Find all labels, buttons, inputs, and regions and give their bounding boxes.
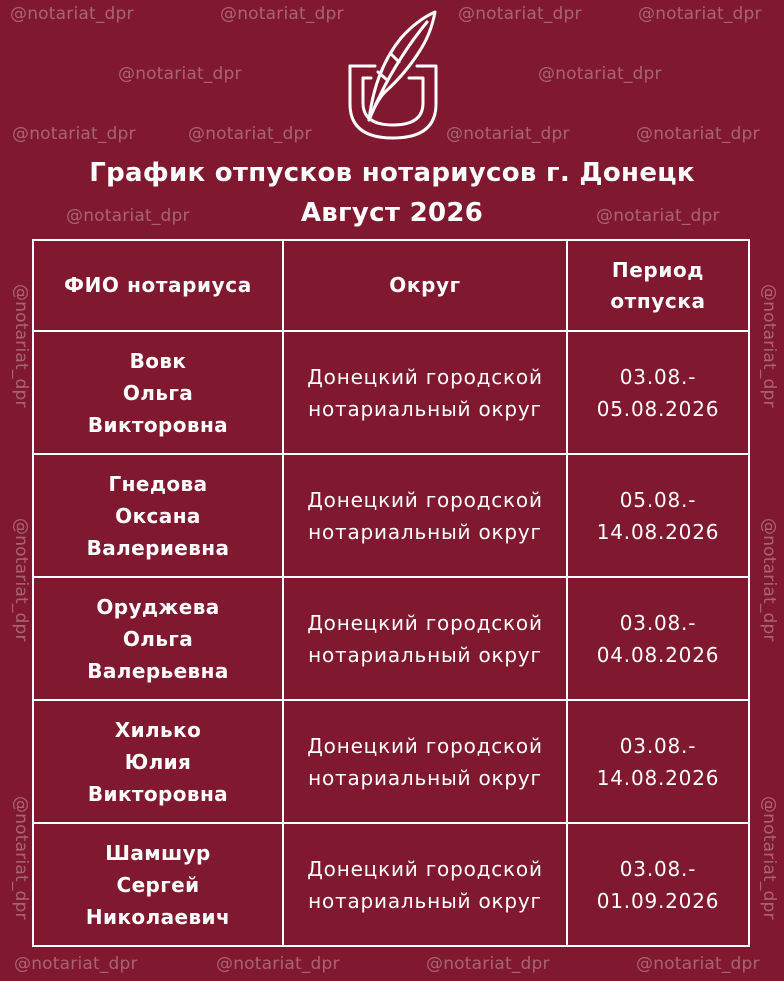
okrug-line: нотариальный округ	[308, 888, 542, 913]
surname: Оруджева	[96, 594, 220, 619]
period-cell	[567, 700, 749, 823]
watermark: @notariat_dpr	[458, 4, 582, 24]
notary-name-cell	[33, 700, 283, 823]
watermark: @notariat_dpr	[636, 124, 760, 144]
watermark: @notariat_dpr	[759, 284, 779, 408]
watermark: @notariat_dpr	[638, 4, 762, 24]
surname: Гнедова	[108, 471, 208, 496]
watermark: @notariat_dpr	[12, 124, 136, 144]
table-row	[33, 823, 749, 946]
first-name: Ольга	[122, 626, 194, 651]
watermark: @notariat_dpr	[446, 124, 570, 144]
period-to: 05.08.2026	[596, 396, 720, 421]
first-name: Оксана	[115, 503, 201, 528]
okrug-line: Донецкий городской	[307, 487, 543, 512]
okrug-cell	[283, 577, 567, 700]
watermark: @notariat_dpr	[188, 124, 312, 144]
watermark: @notariat_dpr	[759, 796, 779, 920]
table-header-row	[33, 240, 749, 331]
period-header-line: Период	[611, 257, 705, 282]
watermark: @notariat_dpr	[118, 64, 242, 84]
period-from: 03.08.-	[619, 610, 697, 635]
watermark: @notariat_dpr	[11, 284, 31, 408]
period-cell	[567, 823, 749, 946]
surname: Шамшур	[105, 840, 211, 865]
page-subtitle: Август 2026	[300, 198, 484, 228]
notary-name-cell	[33, 454, 283, 577]
table-row	[33, 577, 749, 700]
first-name: Ольга	[122, 380, 194, 405]
column-header-okrug: Округ	[283, 240, 567, 331]
watermark: @notariat_dpr	[636, 954, 760, 974]
watermark: @notariat_dpr	[11, 518, 31, 642]
okrug-cell	[283, 454, 567, 577]
watermark: @notariat_dpr	[596, 206, 720, 226]
notary-name-cell	[33, 823, 283, 946]
notary-name-cell	[33, 331, 283, 454]
patronymic: Николаевич	[85, 904, 231, 929]
period-cell	[567, 454, 749, 577]
table-row	[33, 454, 749, 577]
okrug-cell	[283, 823, 567, 946]
vacation-schedule-table	[32, 239, 750, 947]
patronymic: Викторовна	[87, 781, 229, 806]
column-header-period	[567, 240, 749, 331]
watermark: @notariat_dpr	[10, 4, 134, 24]
quill-pen-shield-icon	[345, 8, 441, 143]
okrug-cell	[283, 331, 567, 454]
table-row	[33, 700, 749, 823]
period-to: 04.08.2026	[596, 642, 720, 667]
page-title: График отпусков нотариусов г. Донецк	[89, 158, 695, 188]
period-from: 05.08.-	[619, 487, 697, 512]
period-header-line: отпуска	[610, 288, 706, 313]
notary-name-cell	[33, 577, 283, 700]
okrug-line: нотариальный округ	[308, 642, 542, 667]
first-name: Юлия	[124, 749, 192, 774]
patronymic: Валериевна	[86, 535, 230, 560]
watermark: @notariat_dpr	[220, 4, 344, 24]
column-header-name: ФИО нотариуса	[33, 240, 283, 331]
period-from: 03.08.-	[619, 364, 697, 389]
watermark: @notariat_dpr	[538, 64, 662, 84]
patronymic: Валерьевна	[87, 658, 229, 683]
period-from: 03.08.-	[619, 733, 697, 758]
okrug-line: Донецкий городской	[307, 733, 543, 758]
watermark: @notariat_dpr	[14, 954, 138, 974]
period-to: 14.08.2026	[596, 765, 720, 790]
okrug-line: нотариальный округ	[308, 519, 542, 544]
okrug-line: нотариальный округ	[308, 765, 542, 790]
watermark: @notariat_dpr	[11, 796, 31, 920]
okrug-line: Донецкий городской	[307, 364, 543, 389]
watermark: @notariat_dpr	[426, 954, 550, 974]
first-name: Сергей	[116, 872, 200, 897]
surname: Хилько	[114, 717, 202, 742]
watermark: @notariat_dpr	[759, 518, 779, 642]
table-row	[33, 331, 749, 454]
period-from: 03.08.-	[619, 856, 697, 881]
watermark: @notariat_dpr	[66, 206, 190, 226]
okrug-line: Донецкий городской	[307, 610, 543, 635]
watermark: @notariat_dpr	[216, 954, 340, 974]
period-cell	[567, 331, 749, 454]
surname: Вовк	[129, 348, 187, 373]
period-to: 14.08.2026	[596, 519, 720, 544]
okrug-line: нотариальный округ	[308, 396, 542, 421]
okrug-cell	[283, 700, 567, 823]
patronymic: Викторовна	[87, 412, 229, 437]
period-cell	[567, 577, 749, 700]
period-to: 01.09.2026	[596, 888, 720, 913]
okrug-line: Донецкий городской	[307, 856, 543, 881]
